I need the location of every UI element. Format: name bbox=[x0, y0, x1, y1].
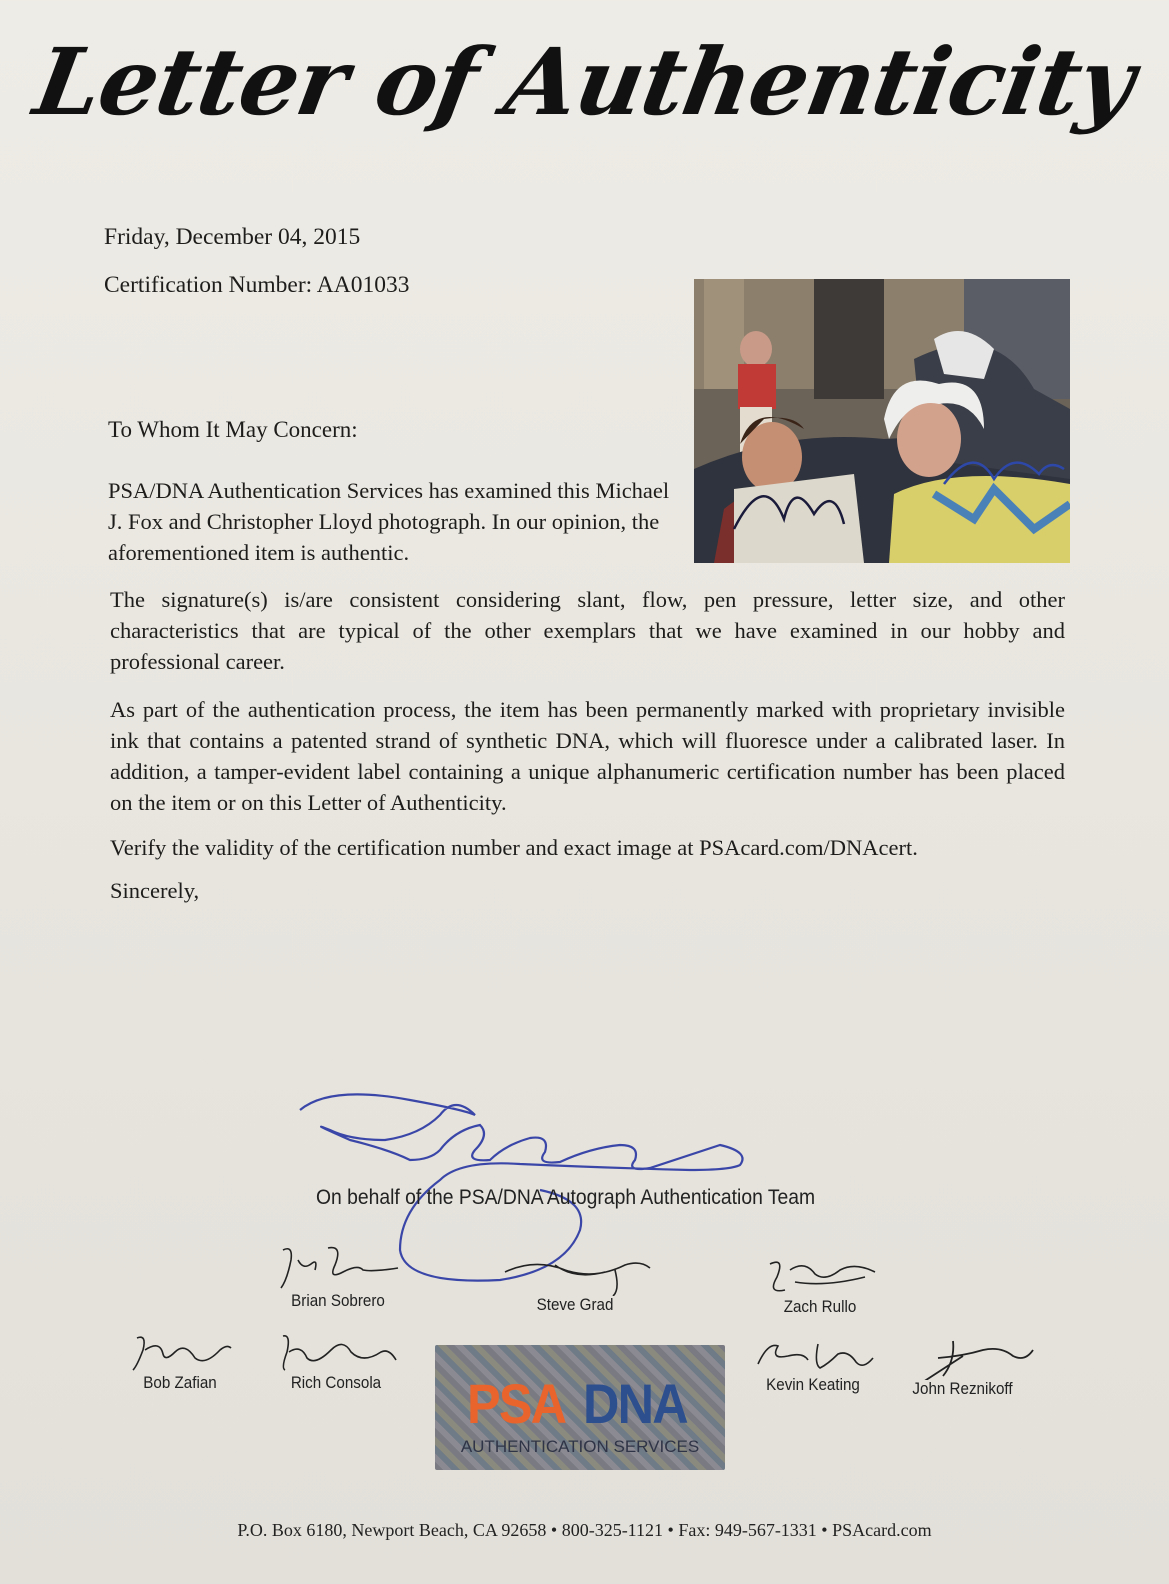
letter-title: Letter of Authenticity bbox=[27, 28, 1142, 136]
signatory-name: Steve Grad bbox=[536, 1296, 614, 1314]
signature-mark bbox=[273, 1240, 403, 1292]
signature-mark bbox=[748, 1334, 878, 1376]
signature-mark bbox=[755, 1252, 885, 1298]
paragraph-signature-consistency: The signature(s) is/are consistent considering slant, flow, pen pressure, letter size, and other characteristics that are typical of the other exemplars that we have examined in our hobby and professional career. bbox=[110, 587, 1065, 674]
signatory-name: Bob Zafian bbox=[143, 1374, 217, 1392]
photograph-illustration bbox=[694, 279, 1070, 563]
signatory-name: Kevin Keating bbox=[766, 1376, 860, 1394]
paragraph-dna-marking: As part of the authentication process, the item has been permanently marked with proprietary invisible ink that contains a patented strand of synthetic DNA, which will fluoresce under a calibrated laser. In addition, a tamper-evident label containing a unique alphanumeric certification number has been placed on the item or on this Letter of Authenticity. bbox=[110, 697, 1065, 815]
signatory-brian-sobrero bbox=[268, 1240, 408, 1311]
behalf-statement: On behalf of the PSA/DNA Autograph Authentication Team bbox=[316, 1186, 816, 1209]
signatory-bob-zafian bbox=[120, 1330, 240, 1393]
paragraph-examination: PSA/DNA Authentication Services has examined this Michael J. Fox and Christopher Lloyd photograph. In our opinion, the aforementioned item is authentic. bbox=[108, 478, 670, 565]
signatory-name: Zach Rullo bbox=[783, 1298, 857, 1316]
signature-mark bbox=[495, 1250, 655, 1296]
closing-sincerely: Sincerely, bbox=[110, 878, 200, 903]
signatory-zach-rullo bbox=[750, 1252, 890, 1317]
logo-psa-text: PSA bbox=[467, 1372, 566, 1435]
signature-mark bbox=[883, 1336, 1043, 1380]
signature-mark bbox=[125, 1330, 235, 1374]
signatory-name: Brian Sobrero bbox=[291, 1292, 385, 1310]
psa-dna-hologram-logo bbox=[435, 1345, 725, 1470]
salutation: To Whom It May Concern: bbox=[108, 417, 358, 442]
logo-subtitle: AUTHENTICATION SERVICES bbox=[460, 1437, 700, 1456]
signatory-name: John Reznikoff bbox=[912, 1380, 1013, 1398]
signed-photograph bbox=[694, 279, 1070, 563]
logo-dna-text: DNA bbox=[583, 1372, 687, 1435]
signatory-rich-consola bbox=[266, 1330, 406, 1393]
signature-mark bbox=[271, 1330, 401, 1374]
signatory-steve-grad bbox=[490, 1250, 660, 1315]
paragraph-verify: Verify the validity of the certification number and exact image at PSAcard.com/DNAcert. bbox=[110, 835, 918, 860]
certification-number: Certification Number: AA01033 bbox=[104, 272, 410, 298]
letter-date: Friday, December 04, 2015 bbox=[104, 224, 361, 250]
signatory-john-reznikoff bbox=[880, 1336, 1045, 1399]
signatory-name: Rich Consola bbox=[290, 1374, 382, 1392]
footer-contact: P.O. Box 6180, Newport Beach, CA 92658 • 800-325-1121 • Fax: 949-567-1331 • PSAcard.com bbox=[237, 1520, 932, 1540]
signatory-kevin-keating bbox=[743, 1334, 883, 1395]
